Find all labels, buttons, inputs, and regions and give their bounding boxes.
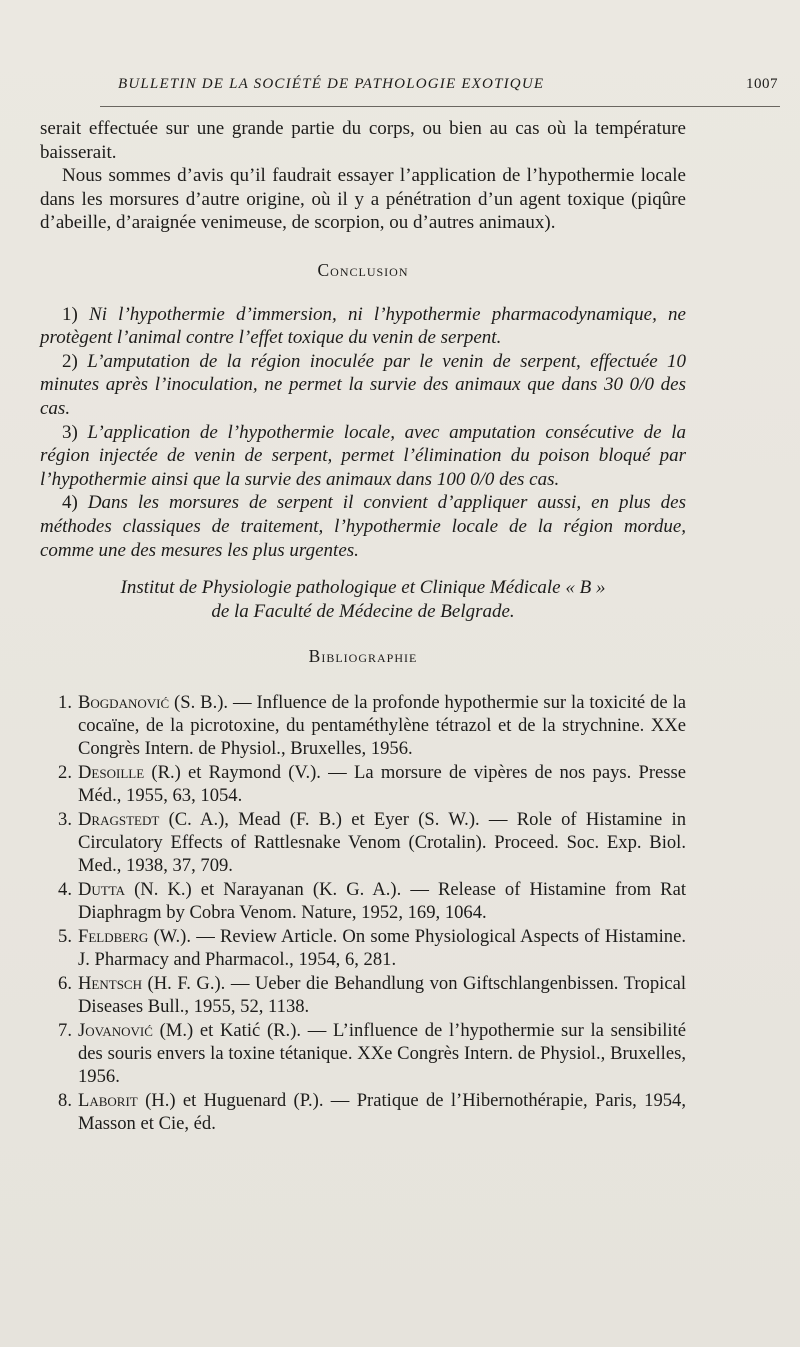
institution-line-2: de la Faculté de Médecine de Belgrade. (211, 600, 515, 622)
conclusion-item: 3) L’application de l’hypothermie locale, avec amputation consécutive de la région injectée de venin de serpent, permet l’élimination du poison bloqué par l’hypothermie ainsi que la survie des animaux dans 100 0/0 des cas. (40, 421, 687, 490)
reference-item: 2. Desoille (R.) et Raymond (V.). — La morsure de vipères de nos pays. Presse Méd., 1955, 63, 1054. (58, 761, 686, 806)
conclusion-item: 2) L’amputation de la région inoculée par le venin de serpent, effectuée 10 minutes après l’inoculation, ne permet la survie des animaux que dans 30 0/0 des cas. (40, 350, 687, 419)
conclusion-heading: Conclusion (317, 259, 409, 280)
reference-item: 8. Laborit (H.) et Huguenard (P.). — Pratique de l’Hibernothérapie, Paris, 1954, Masson et Cie, éd. (58, 1089, 686, 1134)
conclusion-item: 1) Ni l’hypothermie d’immersion, ni l’hypothermie pharmacodynamique, ne protègent l’animal contre l’effet toxique du venin de serpent. (40, 303, 686, 349)
reference-item: 1. Bogdanović (S. B.). — Influence de la profonde hypothermie sur la toxicité de la cocaïne, de la picrotoxine, du pentaméthylène tétrazol et de la strychnine. XXe Congrès Intern. de Physiol., Bruxelles, 1956. (58, 691, 686, 759)
reference-item: 3. Dragstedt (C. A.), Mead (F. B.) et Eyer (S. W.). — Role of Histamine in Circulatory Effects of Rattlesnake Venom (Crotalin). Proceed. Soc. Exp. Biol. Med., 1938, 37, 709. (58, 808, 686, 876)
bibliography (40, 645, 686, 1135)
reference-item: 4. Dutta (N. K.) et Narayanan (K. G. A.). — Release of Histamine from Rat Diaphragm by Cobra Venom. Nature, 1952, 169, 1064. (58, 878, 686, 923)
conclusion-item: 4) Dans les morsures de serpent il convient d’appliquer aussi, en plus des méthodes classiques de traitement, l’hypothermie locale de la région mordue, comme une des mesures les plus urgentes. (40, 492, 687, 561)
institution-line-1: Institut de Physiologie pathologique et Clinique Médicale « B » (120, 577, 606, 599)
header-rule (100, 106, 780, 107)
intro-paragraph-1: serait effectuée sur une grande partie du corps, ou bien au cas où la température baisserait. (40, 118, 686, 163)
article-body (40, 117, 686, 1136)
running-title: BULLETIN DE LA SOCIÉTÉ DE PATHOLOGIE EXOTIQUE (118, 76, 545, 92)
page-number: 1007 (746, 76, 778, 92)
reference-item: 7. Jovanović (M.) et Katić (R.). — L’influence de l’hypothermie sur la sensibilité des souris envers la toxine tétanique. XXe Congrès Intern. de Physiol., Bruxelles, 1956. (58, 1019, 686, 1087)
reference-item: 6. Hentsch (H. F. G.). — Ueber die Behandlung von Giftschlangenbissen. Tropical Diseases Bull., 1955, 52, 1138. (58, 972, 686, 1017)
intro-paragraph-2: Nous sommes d’avis qu’il faudrait essayer l’application de l’hypothermie locale dans les morsures d’autre origine, où il y a pénétration d’un agent toxique (piqûre d’abeille, d’araignée venimeuse, de scorpion, ou d’autres animaux). (40, 165, 686, 234)
bibliography-heading: Bibliographie (308, 646, 418, 667)
reference-item: 5. Feldberg (W.). — Review Article. On some Physiological Aspects of Histamine. J. Pharmacy and Pharmacol., 1954, 6, 281. (58, 925, 686, 970)
